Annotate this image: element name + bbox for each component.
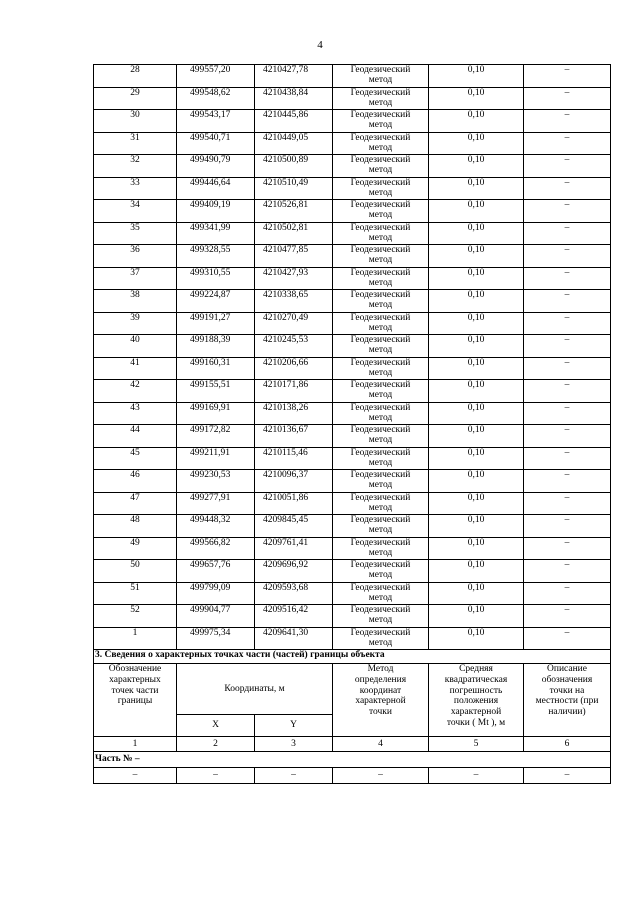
coord-x: 499446,64	[177, 177, 255, 200]
point-description: –	[524, 222, 611, 245]
coord-x: 499543,17	[177, 110, 255, 133]
coord-y: 4209516,42	[255, 605, 333, 628]
table-row	[94, 627, 611, 650]
coord-y: 4210427,93	[255, 267, 333, 290]
error-mt: 0,10	[429, 605, 524, 628]
coord-y: 4210051,86	[255, 492, 333, 515]
coord-x: 499328,55	[177, 245, 255, 268]
point-number: 33	[94, 177, 177, 200]
coord-y: 4210449,05	[255, 132, 333, 155]
error-mt: 0,10	[429, 627, 524, 650]
table-row	[94, 335, 611, 358]
table-row	[94, 605, 611, 628]
method: Геодезический метод	[333, 357, 429, 380]
column-number: 5	[429, 737, 524, 752]
coord-x: 499540,71	[177, 132, 255, 155]
table-row	[94, 245, 611, 268]
coord-x: 499341,99	[177, 222, 255, 245]
method: Геодезический метод	[333, 290, 429, 313]
coord-y: 4210526,81	[255, 200, 333, 223]
table-row	[94, 470, 611, 493]
section-3-title: 3. Сведения о характерных точках части (частей) границы объекта	[94, 650, 611, 664]
coord-x: 499975,34	[177, 627, 255, 650]
empty-cell: –	[94, 768, 177, 784]
coord-y: 4210445,86	[255, 110, 333, 133]
point-description: –	[524, 65, 611, 88]
part-empty-row	[94, 768, 611, 784]
table-row	[94, 132, 611, 155]
error-mt: 0,10	[429, 290, 524, 313]
point-description: –	[524, 402, 611, 425]
point-description: –	[524, 290, 611, 313]
point-number: 32	[94, 155, 177, 178]
empty-cell: –	[255, 768, 333, 784]
point-description: –	[524, 627, 611, 650]
point-number: 48	[94, 515, 177, 538]
method: Геодезический метод	[333, 267, 429, 290]
point-description: –	[524, 267, 611, 290]
coord-x: 499566,82	[177, 537, 255, 560]
point-description: –	[524, 425, 611, 448]
coord-x: 499188,39	[177, 335, 255, 358]
point-description: –	[524, 470, 611, 493]
error-mt: 0,10	[429, 357, 524, 380]
coord-y: 4209641,30	[255, 627, 333, 650]
point-description: –	[524, 560, 611, 583]
point-number: 45	[94, 447, 177, 470]
coord-x: 499548,62	[177, 87, 255, 110]
page-number: 4	[317, 39, 323, 51]
table-row	[94, 312, 611, 335]
error-mt: 0,10	[429, 110, 524, 133]
header-method: Метод определения координат характерной точки	[333, 664, 429, 737]
coord-y: 4210206,66	[255, 357, 333, 380]
point-number: 50	[94, 560, 177, 583]
error-mt: 0,10	[429, 222, 524, 245]
coord-y: 4209696,92	[255, 560, 333, 583]
coord-x: 499557,20	[177, 65, 255, 88]
header-coordinates: Координаты, м	[177, 664, 333, 715]
coord-x: 499160,31	[177, 357, 255, 380]
error-mt: 0,10	[429, 447, 524, 470]
coord-y: 4209761,41	[255, 537, 333, 560]
coord-y: 4210096,37	[255, 470, 333, 493]
error-mt: 0,10	[429, 402, 524, 425]
method: Геодезический метод	[333, 200, 429, 223]
point-number: 1	[94, 627, 177, 650]
method: Геодезический метод	[333, 605, 429, 628]
point-number: 29	[94, 87, 177, 110]
table-row	[94, 402, 611, 425]
method: Геодезический метод	[333, 222, 429, 245]
empty-cell: –	[429, 768, 524, 784]
point-description: –	[524, 132, 611, 155]
point-number: 37	[94, 267, 177, 290]
coord-x: 499448,32	[177, 515, 255, 538]
table-row	[94, 200, 611, 223]
point-number: 43	[94, 402, 177, 425]
method: Геодезический метод	[333, 470, 429, 493]
coord-y: 4210427,78	[255, 65, 333, 88]
point-description: –	[524, 357, 611, 380]
header-error: Средняя квадратическая погрешность положения характерной точки ( Mt ), м	[429, 664, 524, 737]
method: Геодезический метод	[333, 177, 429, 200]
coord-x: 499310,55	[177, 267, 255, 290]
error-mt: 0,10	[429, 267, 524, 290]
table-row	[94, 222, 611, 245]
coord-x: 499211,91	[177, 447, 255, 470]
method: Геодезический метод	[333, 582, 429, 605]
point-number: 46	[94, 470, 177, 493]
point-number: 35	[94, 222, 177, 245]
method: Геодезический метод	[333, 87, 429, 110]
point-number: 28	[94, 65, 177, 88]
coord-x: 499191,27	[177, 312, 255, 335]
table-row	[94, 582, 611, 605]
coord-y: 4210136,67	[255, 425, 333, 448]
method: Геодезический метод	[333, 245, 429, 268]
point-number: 40	[94, 335, 177, 358]
error-mt: 0,10	[429, 492, 524, 515]
point-description: –	[524, 110, 611, 133]
coord-x: 499904,77	[177, 605, 255, 628]
error-mt: 0,10	[429, 537, 524, 560]
coord-y: 4210115,46	[255, 447, 333, 470]
error-mt: 0,10	[429, 132, 524, 155]
point-description: –	[524, 582, 611, 605]
point-number: 49	[94, 537, 177, 560]
error-mt: 0,10	[429, 335, 524, 358]
table-row	[94, 492, 611, 515]
table-row	[94, 447, 611, 470]
point-number: 41	[94, 357, 177, 380]
method: Геодезический метод	[333, 492, 429, 515]
method: Геодезический метод	[333, 312, 429, 335]
table-row	[94, 267, 611, 290]
coord-y: 4210510,49	[255, 177, 333, 200]
point-number: 30	[94, 110, 177, 133]
column-number: 4	[333, 737, 429, 752]
coord-y: 4210438,84	[255, 87, 333, 110]
table-row	[94, 290, 611, 313]
coord-x: 499409,19	[177, 200, 255, 223]
point-description: –	[524, 177, 611, 200]
column-number: 2	[177, 737, 255, 752]
point-number: 31	[94, 132, 177, 155]
method: Геодезический метод	[333, 65, 429, 88]
table-row	[94, 560, 611, 583]
error-mt: 0,10	[429, 380, 524, 403]
coord-y: 4210477,85	[255, 245, 333, 268]
point-description: –	[524, 447, 611, 470]
error-mt: 0,10	[429, 155, 524, 178]
coord-x: 499490,79	[177, 155, 255, 178]
method: Геодезический метод	[333, 425, 429, 448]
error-mt: 0,10	[429, 515, 524, 538]
table-row	[94, 380, 611, 403]
point-number: 38	[94, 290, 177, 313]
error-mt: 0,10	[429, 65, 524, 88]
header-description: Описание обозначения точки на местности (при наличии)	[524, 664, 611, 737]
boundary-points-table	[93, 64, 611, 784]
coord-y: 4209593,68	[255, 582, 333, 605]
coord-x: 499230,53	[177, 470, 255, 493]
coord-x: 499155,51	[177, 380, 255, 403]
error-mt: 0,10	[429, 470, 524, 493]
empty-cell: –	[524, 768, 611, 784]
method: Геодезический метод	[333, 560, 429, 583]
point-description: –	[524, 605, 611, 628]
coord-x: 499172,82	[177, 425, 255, 448]
empty-cell: –	[333, 768, 429, 784]
error-mt: 0,10	[429, 425, 524, 448]
header-x: X	[177, 715, 255, 737]
section-3	[94, 650, 611, 784]
point-description: –	[524, 537, 611, 560]
method: Геодезический метод	[333, 447, 429, 470]
point-number: 34	[94, 200, 177, 223]
error-mt: 0,10	[429, 560, 524, 583]
method: Геодезический метод	[333, 537, 429, 560]
coord-x: 499657,76	[177, 560, 255, 583]
coord-x: 499224,87	[177, 290, 255, 313]
table-row	[94, 155, 611, 178]
coord-y: 4210270,49	[255, 312, 333, 335]
method: Геодезический метод	[333, 155, 429, 178]
header-designation: Обозначение характерных точек части границы	[94, 664, 177, 737]
method: Геодезический метод	[333, 335, 429, 358]
part-label: Часть № –	[94, 752, 611, 768]
point-description: –	[524, 492, 611, 515]
point-description: –	[524, 200, 611, 223]
points-body	[94, 65, 611, 650]
coord-y: 4210338,65	[255, 290, 333, 313]
point-number: 36	[94, 245, 177, 268]
point-number: 47	[94, 492, 177, 515]
error-mt: 0,10	[429, 87, 524, 110]
point-number: 51	[94, 582, 177, 605]
error-mt: 0,10	[429, 245, 524, 268]
coord-x: 499799,09	[177, 582, 255, 605]
point-number: 52	[94, 605, 177, 628]
header-y: Y	[255, 715, 333, 737]
table-row	[94, 425, 611, 448]
point-description: –	[524, 312, 611, 335]
table-row	[94, 110, 611, 133]
method: Геодезический метод	[333, 110, 429, 133]
method: Геодезический метод	[333, 132, 429, 155]
table-row	[94, 537, 611, 560]
coord-y: 4210502,81	[255, 222, 333, 245]
table-row	[94, 65, 611, 88]
point-number: 44	[94, 425, 177, 448]
coord-x: 499169,91	[177, 402, 255, 425]
method: Геодезический метод	[333, 515, 429, 538]
point-description: –	[524, 380, 611, 403]
error-mt: 0,10	[429, 177, 524, 200]
table-row	[94, 357, 611, 380]
method: Геодезический метод	[333, 380, 429, 403]
method: Геодезический метод	[333, 627, 429, 650]
coord-y: 4210138,26	[255, 402, 333, 425]
point-description: –	[524, 155, 611, 178]
column-number: 1	[94, 737, 177, 752]
method: Геодезический метод	[333, 402, 429, 425]
point-number: 42	[94, 380, 177, 403]
coord-y: 4210245,53	[255, 335, 333, 358]
table-row	[94, 177, 611, 200]
coord-y: 4210171,86	[255, 380, 333, 403]
error-mt: 0,10	[429, 312, 524, 335]
error-mt: 0,10	[429, 200, 524, 223]
table-row	[94, 515, 611, 538]
point-description: –	[524, 515, 611, 538]
coord-y: 4210500,89	[255, 155, 333, 178]
coord-x: 499277,91	[177, 492, 255, 515]
column-numbers-row	[94, 737, 611, 752]
coord-y: 4209845,45	[255, 515, 333, 538]
column-number: 3	[255, 737, 333, 752]
table-row	[94, 87, 611, 110]
point-description: –	[524, 245, 611, 268]
point-description: –	[524, 87, 611, 110]
empty-cell: –	[177, 768, 255, 784]
point-number: 39	[94, 312, 177, 335]
column-number: 6	[524, 737, 611, 752]
error-mt: 0,10	[429, 582, 524, 605]
point-description: –	[524, 335, 611, 358]
